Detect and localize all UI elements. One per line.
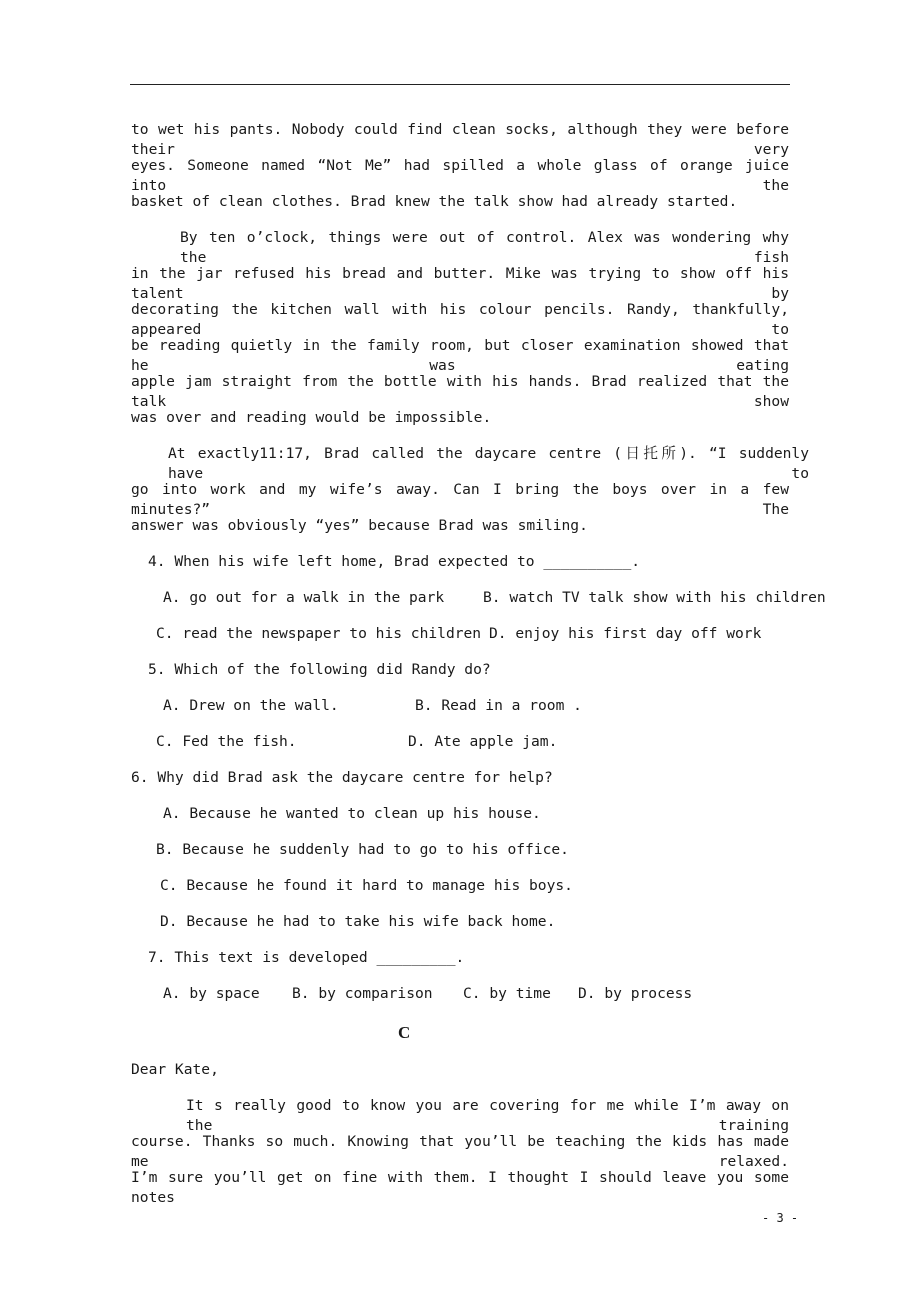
question-5-option-c: C. Fed the fish. bbox=[156, 733, 297, 750]
question-6-option-a: A. Because he wanted to clean up his house. bbox=[163, 805, 541, 822]
passage-b-p2-line-6: was over and reading would be impossible. bbox=[131, 409, 492, 426]
question-5-option-b: B. Read in a room . bbox=[415, 697, 582, 714]
passage-b-p2-line-5: apple jam straight from the bottle with his hands. Brad realized that the talk show bbox=[131, 373, 789, 410]
passage-b-p2-line-3: decorating the kitchen wall with his colour pencils. Randy, thankfully, appeared to bbox=[131, 301, 789, 338]
letter-line-3: I’m sure you’ll get on fine with them. I thought I should leave you some notes bbox=[131, 1169, 789, 1206]
header-rule bbox=[130, 84, 790, 85]
question-4-stem: 4. When his wife left home, Brad expected to __________. bbox=[148, 553, 641, 570]
passage-b-p2-line-2: in the jar refused his bread and butter. Mike was trying to show off his talent by bbox=[131, 265, 789, 302]
letter-salutation: Dear Kate, bbox=[131, 1061, 219, 1078]
passage-b-p2-line-1: By ten o’clock, things were out of control. Alex was wondering why the fish bbox=[180, 229, 789, 266]
question-5-option-d: D. Ate apple jam. bbox=[408, 733, 558, 750]
question-5-stem: 5. Which of the following did Randy do? bbox=[148, 661, 491, 678]
question-4-option-d: D. enjoy his first day off work bbox=[489, 625, 762, 642]
passage-b-p1-line-2: eyes. Someone named “Not Me” had spilled a whole glass of orange juice into the bbox=[131, 157, 789, 194]
question-5-option-a: A. Drew on the wall. bbox=[163, 697, 339, 714]
question-7-option-d: D. by process bbox=[578, 985, 693, 1002]
question-4-option-a: A. go out for a walk in the park bbox=[163, 589, 445, 606]
question-6-option-b: B. Because he suddenly had to go to his office. bbox=[156, 841, 569, 858]
passage-b-p1-line-1: to wet his pants. Nobody could find clean socks, although they were before their very bbox=[131, 121, 789, 158]
question-7-option-b: B. by comparison bbox=[292, 985, 433, 1002]
question-4-option-c: C. read the newspaper to his children bbox=[156, 625, 482, 642]
question-7-option-a: A. by space bbox=[163, 985, 260, 1002]
passage-b-p3-line-2: go into work and my wife’s away. Can I bring the boys over in a few minutes?” The bbox=[131, 481, 789, 518]
passage-b-p3-line-1: At exactly11:17, Brad called the daycare centre (日托所). “I suddenly have to bbox=[168, 445, 809, 482]
question-6-option-d: D. Because he had to take his wife back home. bbox=[160, 913, 556, 930]
question-7-stem: 7. This text is developed _________. bbox=[148, 949, 465, 966]
question-4-option-b: B. watch TV talk show with his children bbox=[483, 589, 826, 606]
passage-b-p1-line-3: basket of clean clothes. Brad knew the talk show had already started. bbox=[131, 193, 738, 210]
question-7-option-c: C. by time bbox=[463, 985, 551, 1002]
passage-b-p2-line-4: be reading quietly in the family room, but closer examination showed that he was eating bbox=[131, 337, 789, 374]
page-number: - 3 - bbox=[762, 1211, 799, 1225]
passage-c-heading: C bbox=[398, 1023, 411, 1042]
letter-line-2: course. Thanks so much. Knowing that you’ll be teaching the kids has made me relaxed. bbox=[131, 1133, 789, 1170]
letter-line-1: It s really good to know you are covering for me while I’m away on the training bbox=[186, 1097, 789, 1134]
question-6-option-c: C. Because he found it hard to manage his boys. bbox=[160, 877, 573, 894]
passage-b-p3-line-3: answer was obviously “yes” because Brad was smiling. bbox=[131, 517, 588, 534]
question-6-stem: 6. Why did Brad ask the daycare centre for help? bbox=[131, 769, 553, 786]
